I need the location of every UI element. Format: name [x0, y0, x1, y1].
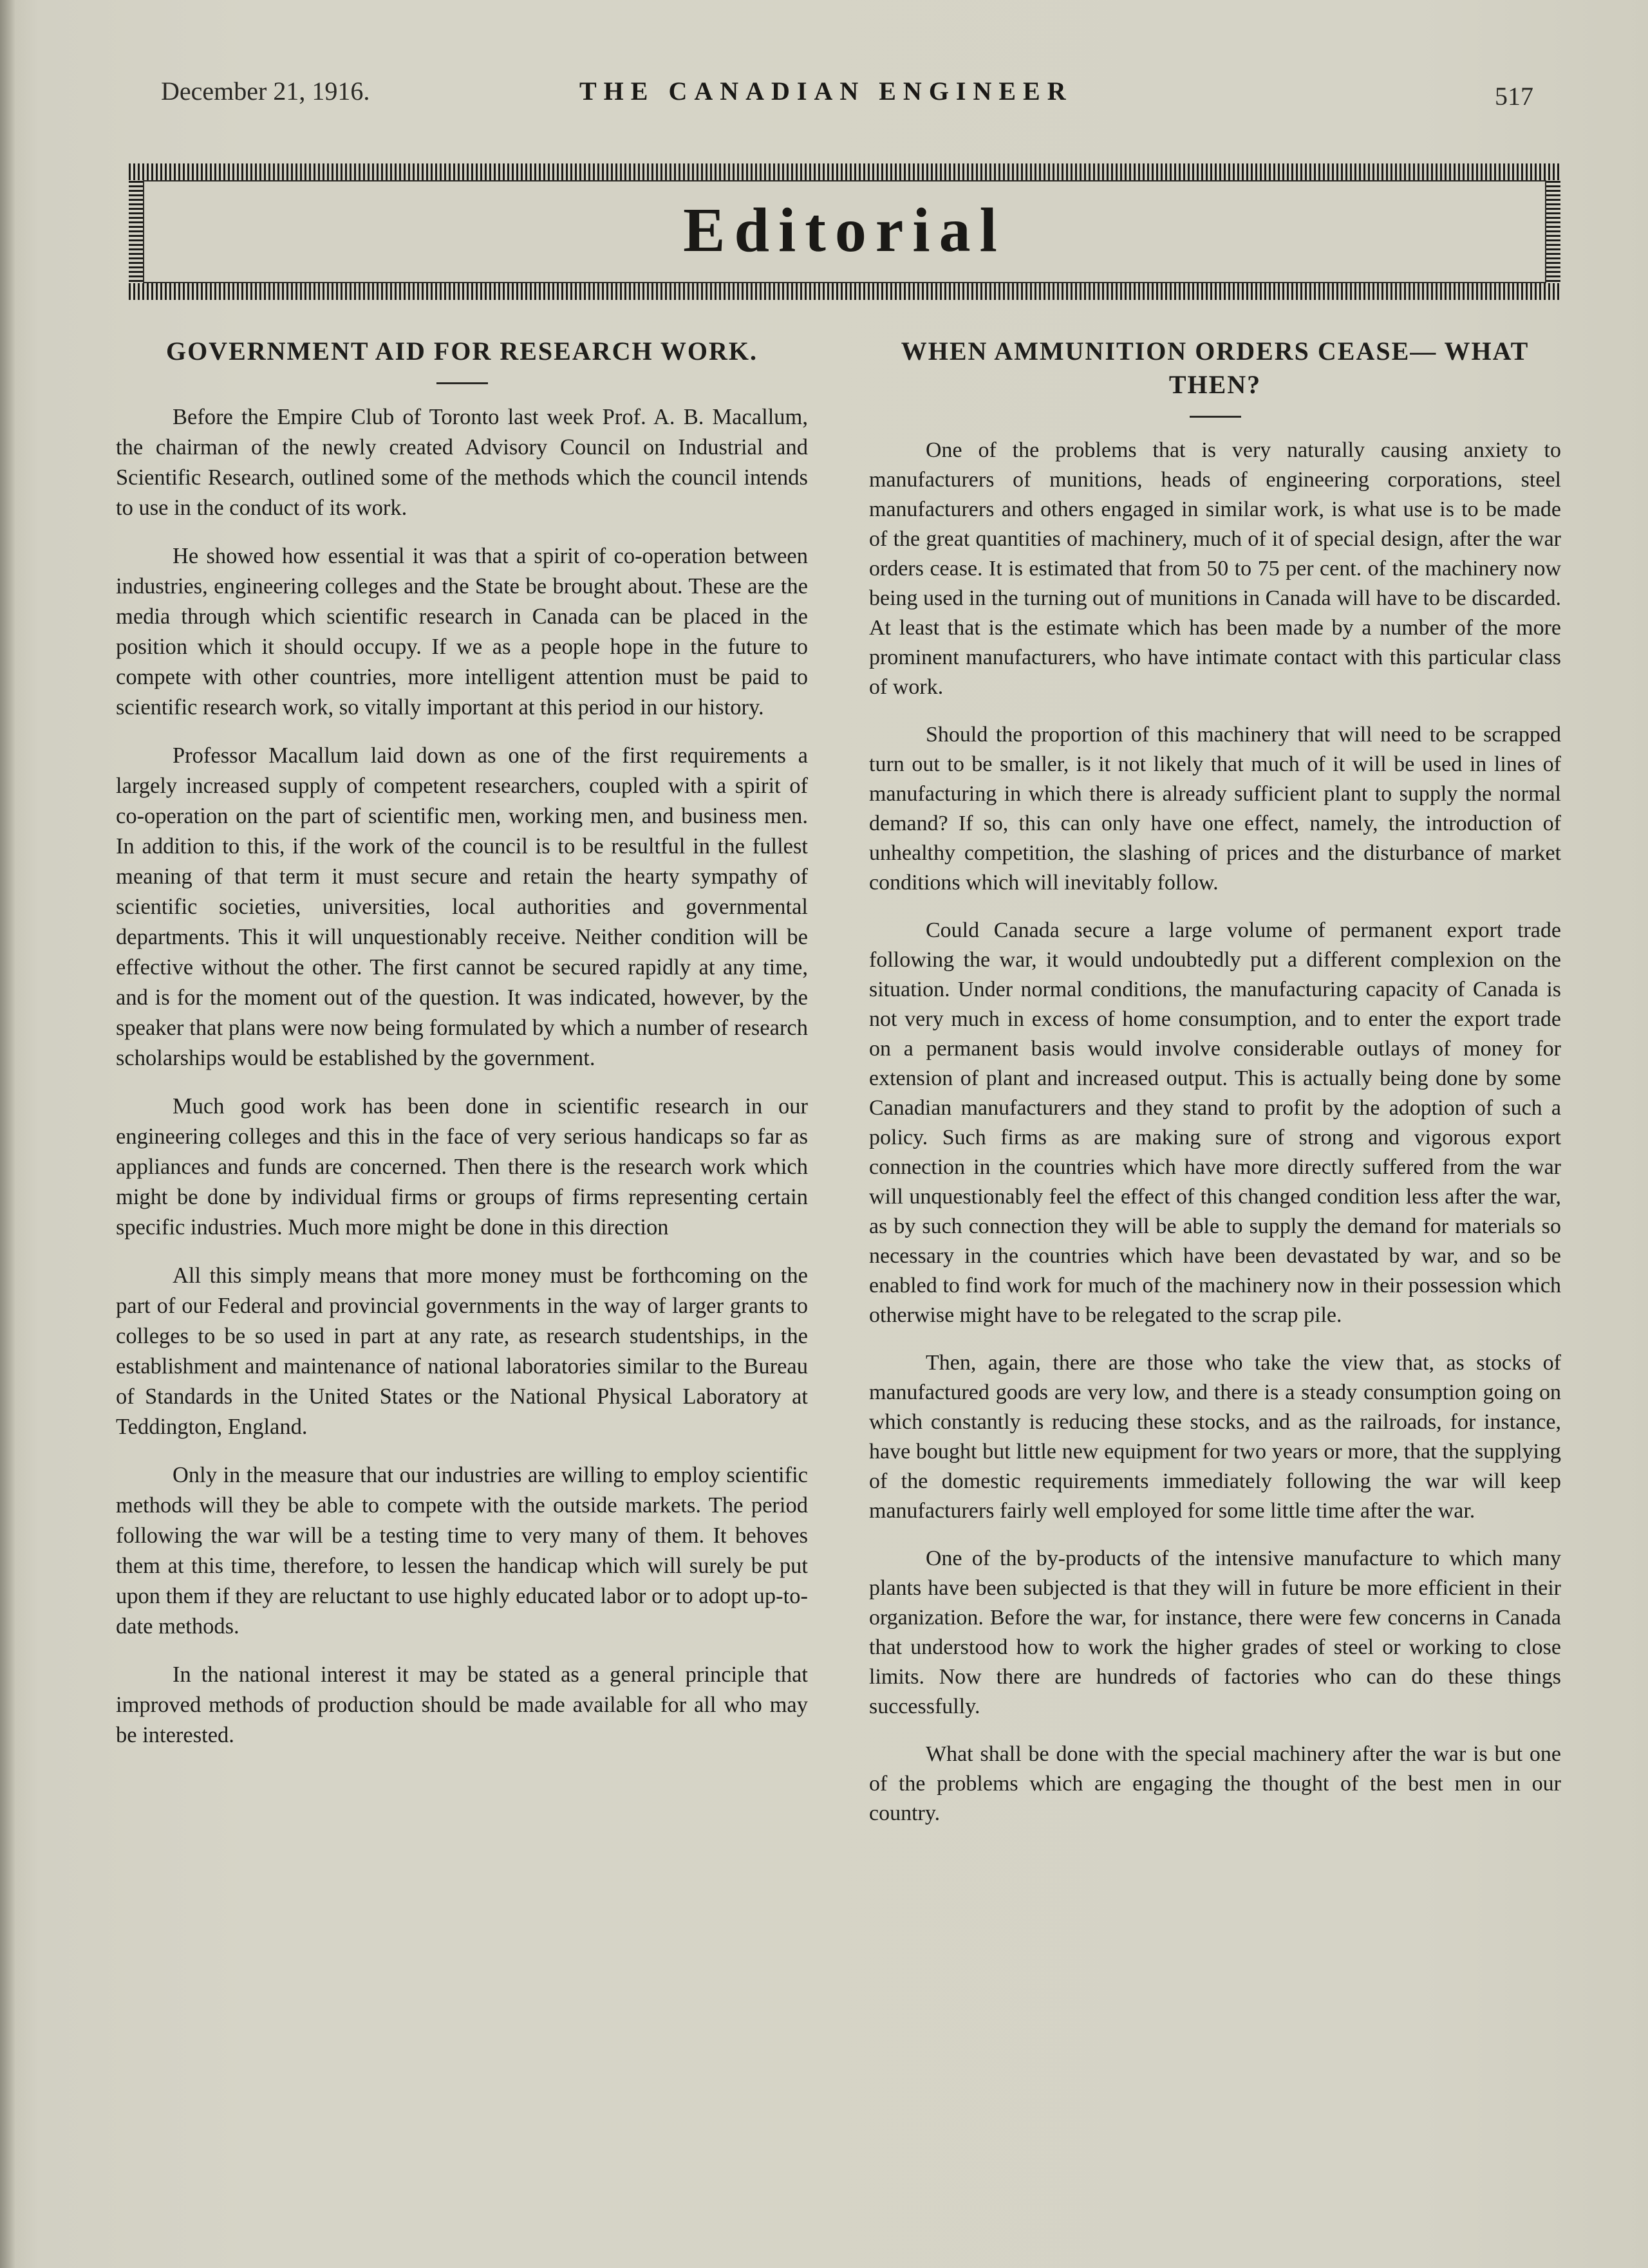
headline-rule — [1190, 416, 1241, 418]
article-ammunition-orders — [869, 335, 1561, 1846]
article-paragraph: Could Canada secure a large volume of permanent export trade following the war, it would undoubtedly put a different complexion on the situation. Under normal conditions, the manufacturing capacity of Canada is not very much in excess of home consumption, and to enter the export trade on a permanent basis would involve considerable outlays of money for extension of plant and increased output. This is actually being done by some Canadian manufacturers and they stand to profit by the adoption of such a policy. Such firms as are making sure of strong and vigorous export connection in the countries which have more directly suffered from the war will unquestionably feel the effect of this changed condition less after the war, as by such connection they will be able to supply the demand for materials so necessary in the countries which have been devastated by war, and so be enabled to find work for much of the machinery now in their possession which otherwise might have to be relegated to the scrap pile. — [869, 918, 1561, 1327]
headline-rule — [436, 382, 488, 384]
page-number: 517 — [1495, 82, 1533, 111]
article-paragraph: Then, again, there are those who take the view that, as stocks of manufactured goods are very low, and there is a steady consumption going on which constantly is reducing these stocks, and as the railroads, for instance, have bought but little new equipment for two years or more, that the supplying of the domestic requirements immediately following the war will keep manufacturers fairly well employed for some little time after the war. — [869, 1351, 1561, 1523]
article-paragraph: He showed how essential it was that a spirit of co-operation between industries, engineering colleges and the State be brought about. These are the media through which scientific research in Canada can be placed in the position which it should occupy. If we as a people hope in the future to compete with other countries, more intelligent attention must be paid to scientific research work, so vitally important at this period in our history. — [116, 544, 808, 720]
article-paragraph: Much good work has been done in scientific research in our engineering colleges and this in the face of very serious handicaps so far as appliances and funds are concerned. Then there is the research work which might be done by individual firms or groups of firms representing certain specific industries. Much more might be done in this direction — [116, 1094, 808, 1240]
article-paragraph: One of the problems that is very naturally causing anxiety to manufacturers of munitions, heads of engineering corporations, steel manufacturers and others engaged in similar work, is what use is to be made of the great quantities of machinery, much of it of special design, after the war orders cease. It is estimated that from 50 to 75 per cent. of the machinery now being used in the turning out of munitions in Canada will have to be discarded. At least that is the estimate which has been made by a number of the more prominent manufacturers, who have intimate contact with this particular class of work. — [869, 438, 1561, 699]
article-headline: GOVERNMENT AID FOR RESEARCH WORK. — [165, 337, 758, 366]
article-paragraph: What shall be done with the special machinery after the war is but one of the problems which are engaging the thought of the best men in our country. — [869, 1742, 1561, 1825]
banner-inner-frame — [143, 180, 1546, 283]
binding-shadow — [0, 0, 15, 2268]
article-paragraph: In the national interest it may be stated as a general principle that improved methods of production should be made available for all who may be interested. — [116, 1662, 808, 1747]
article-headline: WHEN AMMUNITION ORDERS CEASE— WHAT THEN? — [901, 337, 1530, 399]
article-paragraph: Before the Empire Club of Toronto last week Prof. A. B. Macallum, the chairman of the newly created Advisory Council on Industrial and Scientific Research, outlined some of the methods which the council intends to use in the conduct of its work. — [116, 405, 808, 520]
issue-date: December 21, 1916. — [161, 77, 370, 106]
article-paragraph: Professor Macallum laid down as one of the first requirements a largely increased supply of competent researchers, coupled with a spirit of co-operation on the part of scientific men, working men, and business men. In addition to this, if the work of the council is to be resultful in the fullest meaning of that term it must secure and retain the hearty sympathy of scientific societies, universities, local authorities and governmental departments. This it will unquestionably receive. Neither condition will be effective without the other. The first cannot be secured rapidly at any time, and is for the moment out of the question. It was indicated, however, by the speaker that plans were now being formulated by which a number of research scholarships would be established by the government. — [116, 743, 808, 1070]
editorial-banner — [129, 163, 1560, 300]
running-head — [0, 76, 1648, 121]
article-paragraph: Should the proportion of this machinery that will need to be scrapped turn out to be smaller, is it not likely that much of it will be used in lines of manufacturing in which there is already sufficient plant to supply the normal demand? If so, this can only have one effect, namely, the introduction of unhealthy competition, the slashing of prices and the disturbance of market conditions which will inevitably follow. — [869, 723, 1561, 895]
article-paragraph: Only in the measure that our industries are willing to employ scientific methods will they be able to compete with the outside markets. The period following the war will be a testing time to very many of them. It behoves them at this time, therefore, to lessen the handicap which will surely be put upon them if they are reluctant to use highly educated labor or to adopt up-to-date methods. — [116, 1463, 808, 1639]
article-research-work — [116, 335, 808, 1769]
article-paragraph: All this simply means that more money must be forthcoming on the part of our Federal and provincial governments in the way of larger grants to colleges to be so used in part at any rate, as research studentships, in the establishment and maintenance of national laboratories similar to the Bureau of Standards in the United States or the National Physical Laboratory at Teddington, England. — [116, 1263, 808, 1439]
article-paragraph: One of the by-products of the intensive manufacture to which many plants have been subjected is that they will in future be more efficient in their organization. Before the war, for instance, there were few concerns in Canada that understood how to work the higher grades of steel or working to close limits. Now there are hundreds of factories who can do these things successfully. — [869, 1547, 1561, 1718]
section-title: Editorial — [683, 196, 1006, 265]
journal-title: THE CANADIAN ENGINEER — [579, 77, 1073, 106]
